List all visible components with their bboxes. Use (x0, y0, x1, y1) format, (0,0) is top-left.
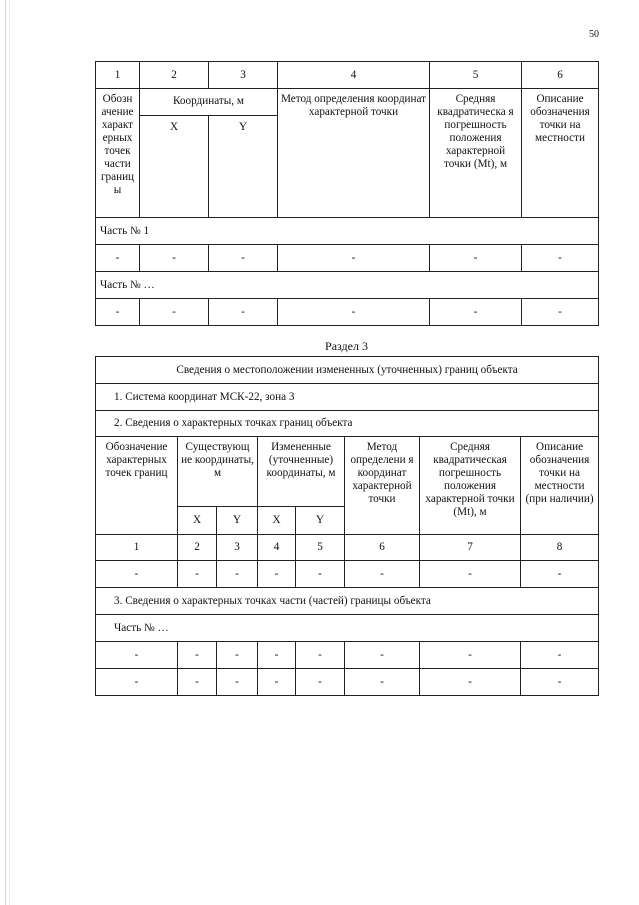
header-changed-coords: Измененные (уточненные) координаты, м (258, 437, 345, 507)
cell-dash: - (522, 245, 599, 272)
header-description: Описание обозначения точки на местности (при наличии) (521, 437, 599, 535)
cell-dash: - (522, 299, 599, 326)
points-info: 2. Сведения о характерных точках границ объекта (96, 411, 599, 437)
part-n-label: Часть № … (96, 615, 599, 642)
cell-dash: - (140, 245, 209, 272)
cell-dash: - (209, 245, 278, 272)
cell-dash: - (258, 561, 296, 588)
cell-dash: - (209, 299, 278, 326)
cell-dash: - (258, 669, 296, 696)
section-3-table (95, 356, 599, 696)
header-x: X (140, 116, 209, 218)
col-number-1: 1 (96, 535, 178, 561)
cell-dash: - (296, 561, 345, 588)
cell-dash: - (521, 642, 599, 669)
col-number-5: 5 (430, 62, 522, 89)
header-changed-y: Y (296, 507, 345, 535)
cell-dash: - (258, 642, 296, 669)
cell-dash: - (420, 642, 521, 669)
cell-dash: - (217, 642, 258, 669)
cell-dash: - (217, 561, 258, 588)
header-y: Y (209, 116, 278, 218)
table-row (96, 642, 599, 669)
col-number-1: 1 (96, 62, 140, 89)
col-number-4: 4 (278, 62, 430, 89)
part-points-info-row (96, 588, 599, 615)
header-point-designation: Обозн ачение характ ерных точек части границ ы (96, 89, 140, 218)
header-error: Средняя квадратическа я погрешность положения характерной точки (Mt), м (430, 89, 522, 218)
part-row (96, 615, 599, 642)
scan-edge-secondary (9, 0, 10, 905)
cell-dash: - (278, 299, 430, 326)
table-row (96, 669, 599, 696)
header-existing-x: X (178, 507, 217, 535)
cell-dash: - (96, 299, 140, 326)
cell-dash: - (521, 669, 599, 696)
header-row-top (96, 89, 599, 116)
cell-dash: - (521, 561, 599, 588)
cell-dash: - (178, 669, 217, 696)
section-header-row (96, 357, 599, 384)
part-row (96, 218, 599, 245)
part-n-label: Часть № … (96, 272, 599, 299)
cell-dash: - (96, 245, 140, 272)
col-number-8: 8 (521, 535, 599, 561)
header-existing-coords: Существующ ие координаты, м (178, 437, 258, 507)
scan-edge (5, 0, 6, 905)
cell-dash: - (278, 245, 430, 272)
table-row (96, 245, 599, 272)
section-3-title: Раздел 3 (325, 339, 368, 353)
col-number-4: 4 (258, 535, 296, 561)
col-number-6: 6 (522, 62, 599, 89)
col-number-3: 3 (209, 62, 278, 89)
table-row (96, 561, 599, 588)
header-changed-x: X (258, 507, 296, 535)
points-info-row (96, 411, 599, 437)
cell-dash: - (345, 561, 420, 588)
header-description: Описание обозначения точки на местности (522, 89, 599, 218)
cell-dash: - (140, 299, 209, 326)
table-row (96, 299, 599, 326)
header-method: Метод определени я координат характерной точки (345, 437, 420, 535)
cell-dash: - (217, 669, 258, 696)
cell-dash: - (296, 669, 345, 696)
header-error: Средняя квадратическая погрешность положения характерной точки (Mt), м (420, 437, 521, 535)
cell-dash: - (420, 561, 521, 588)
cell-dash: - (178, 642, 217, 669)
part-1-label: Часть № 1 (96, 218, 599, 245)
col-number-7: 7 (420, 535, 521, 561)
cell-dash: - (296, 642, 345, 669)
col-number-2: 2 (178, 535, 217, 561)
col-number-2: 2 (140, 62, 209, 89)
cell-dash: - (96, 669, 178, 696)
points-table-continued (95, 61, 599, 326)
cell-dash: - (345, 669, 420, 696)
header-row-top (96, 437, 599, 507)
cell-dash: - (420, 669, 521, 696)
column-number-row (96, 535, 599, 561)
header-method: Метод определения координат характерной точки (278, 89, 430, 218)
header-existing-y: Y (217, 507, 258, 535)
page-number: 50 (589, 29, 599, 40)
header-designation: Обозначение характерных точек границ (96, 437, 178, 535)
section-3-header: Сведения о местоположении измененных (уточненных) границ объекта (96, 357, 599, 384)
cell-dash: - (96, 642, 178, 669)
coord-system-row (96, 384, 599, 411)
cell-dash: - (430, 299, 522, 326)
column-number-row (96, 62, 599, 89)
part-points-info: 3. Сведения о характерных точках части (частей) границы объекта (96, 588, 599, 615)
cell-dash: - (178, 561, 217, 588)
col-number-3: 3 (217, 535, 258, 561)
cell-dash: - (430, 245, 522, 272)
col-number-6: 6 (345, 535, 420, 561)
cell-dash: - (345, 642, 420, 669)
col-number-5: 5 (296, 535, 345, 561)
coord-system: 1. Система координат МСК-22, зона 3 (96, 384, 599, 411)
header-coordinates: Координаты, м (140, 89, 278, 116)
part-row (96, 272, 599, 299)
cell-dash: - (96, 561, 178, 588)
